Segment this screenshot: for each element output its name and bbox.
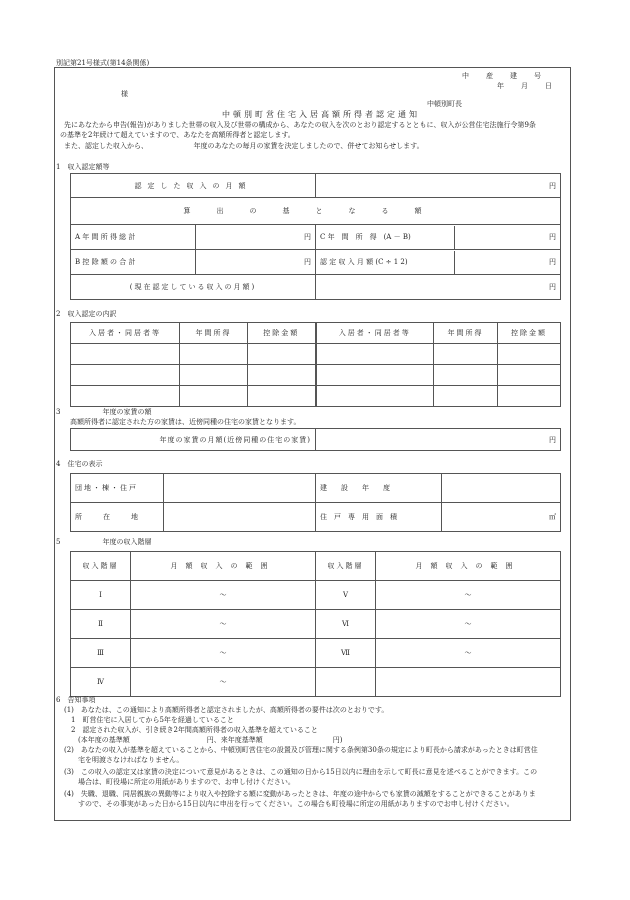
level-header-right: 収入階層 [316, 552, 376, 581]
rent-label: 年度の家賃の月額(近傍同種の住宅の家賃) [71, 429, 316, 451]
monthly-income-value[interactable]: 円 [316, 174, 561, 198]
rent-value[interactable]: 円 [316, 429, 561, 451]
table-cell[interactable] [434, 365, 498, 386]
table-cell[interactable] [316, 365, 434, 386]
issuer-mayor: 中頓別町長 [427, 100, 462, 108]
location-value[interactable] [164, 503, 316, 532]
intro-line-2: の基準を2年続けて超えていますので、あなたを高額所得者と認定します。 [60, 131, 295, 139]
table-cell[interactable] [71, 365, 180, 386]
annual-income-c-cell [316, 225, 561, 250]
table-cell[interactable] [180, 344, 248, 365]
table-row [71, 639, 561, 668]
level-header-left: 収入階層 [71, 552, 131, 581]
level-8 [316, 668, 376, 697]
table-cell[interactable] [71, 344, 180, 365]
current-income-label: (現在認定している収入の月額) [71, 275, 316, 300]
section-3-note: 高額所得者に認定された方の家賃は、近傍同種の住宅の家賃となります。 [70, 418, 301, 426]
breakdown-header-resident-2: 入居者・同居者等 [316, 323, 434, 344]
certified-monthly-cell [316, 250, 561, 275]
basis-header: 算出の基となる額 [71, 198, 561, 225]
breakdown-header-income-2: 年間所得 [434, 323, 498, 344]
range-2[interactable]: ～ [131, 610, 316, 639]
form-reference: 別記第21号様式(第14条関係) [56, 59, 150, 67]
table-row [71, 386, 561, 407]
table-row [71, 581, 561, 610]
certified-monthly-value[interactable]: 円 [549, 258, 556, 266]
level-2: Ⅱ [71, 610, 131, 639]
range-5[interactable]: ～ [376, 581, 561, 610]
level-3: Ⅲ [71, 639, 131, 668]
notice-line: 宅を明渡さなければなりません。 [64, 756, 184, 764]
section-3-heading: 3 年度の家賃の額 [56, 408, 152, 416]
table-cell[interactable] [248, 344, 316, 365]
level-5: Ⅴ [316, 581, 376, 610]
section-1-heading: 1 収入認定額等 [56, 163, 110, 171]
document-date: 年 月 日 [497, 82, 553, 90]
monthly-income-label: 認定した収入の月額 [71, 174, 316, 198]
location-label: 所 在 地 [71, 503, 164, 532]
income-certification-table [70, 173, 561, 300]
table-cell[interactable] [498, 386, 561, 407]
level-1: Ⅰ [71, 581, 131, 610]
notice-line: (本年度の基準額 円、来年度基準額 円) [64, 736, 343, 744]
deduction-total-label: B 控 除 額 の 合 計 [71, 250, 196, 275]
table-cell[interactable] [316, 386, 434, 407]
current-income-value[interactable]: 円 [316, 275, 561, 300]
notice-line: (1) あなたは、この通知により高額所得者と認定されましたが、高額所得者の要件は次のとおりです。 [64, 706, 389, 714]
annual-income-c-value[interactable]: 円 [549, 233, 556, 241]
section-4-heading: 4 住宅の表示 [56, 460, 103, 468]
table-row [71, 365, 561, 386]
annual-income-c-label: C 年 間 所 得 (A － B) [316, 226, 454, 249]
deduction-total-value[interactable]: 円 [196, 250, 316, 275]
income-breakdown-table [70, 322, 561, 407]
housing-table [70, 473, 561, 532]
construction-year-value[interactable] [442, 474, 561, 503]
notice-line: 1 町営住宅に入居してから5年を経過していること [64, 716, 234, 724]
certified-monthly-label: 認 定 収 入 月 額 (C ÷ 1 2) [316, 251, 454, 274]
range-header-left: 月額収入の範囲 [131, 552, 316, 581]
level-4: Ⅳ [71, 668, 131, 697]
table-cell[interactable] [434, 344, 498, 365]
document-number: 中 産 建 号 [462, 72, 542, 80]
table-cell[interactable] [434, 386, 498, 407]
addressee: 様 [121, 90, 128, 98]
annual-income-yen: 円 [304, 233, 311, 241]
notice-line: 2 認定された収入が、引き続き2年間高額所得者の収入基準を超えていること [64, 726, 318, 734]
construction-year-label: 建 設 年 度 [316, 474, 442, 503]
range-1[interactable]: ～ [131, 581, 316, 610]
notice-line: (4) 失職、退職、同居親族の異動等により収入や控除する額に変動があったときは、年度の途中からでも家賃の減額をすることができることがありま [64, 790, 536, 798]
floor-area-label: 住 戸 専 用 面 積 [316, 503, 442, 532]
floor-area-value[interactable]: ㎡ [442, 503, 561, 532]
table-cell[interactable] [248, 365, 316, 386]
table-cell[interactable] [180, 365, 248, 386]
table-cell[interactable] [316, 344, 434, 365]
intro-line-3: また、認定した収入から、 年度のあなたの毎月の家賃を決定しましたので、併せてお知らせします。 [64, 142, 424, 150]
notice-line: (2) あなたの収入が基準を超えていることから、中頓別町営住宅の設置及び管理に関する条例第30条の規定により町長から請求があったときは町営住 [64, 746, 538, 754]
breakdown-header-deduction: 控除金額 [248, 323, 316, 344]
range-header-right: 月額収入の範囲 [376, 552, 561, 581]
range-8[interactable] [376, 668, 561, 697]
table-cell[interactable] [498, 365, 561, 386]
table-row [71, 610, 561, 639]
range-7[interactable]: ～ [376, 639, 561, 668]
annual-income-total-label: A 年 間 所 得 総 計 [71, 225, 196, 250]
notice-line: 場合は、町役場に所定の用紙がありますので、お申し付けください。 [64, 778, 295, 786]
table-row [71, 668, 561, 697]
table-cell[interactable] [248, 386, 316, 407]
table-row [71, 344, 561, 365]
rent-table [70, 428, 561, 451]
notice-line: すので、その事実があった日から15日以内に申出を行ってください。この場合も町役場に所定の用紙がありますのでお申し付けください。 [64, 800, 514, 808]
intro-line-1: 先にあなたから申告(報告)がありました世帯の収入及び世帯の構成から、あなたの収入を次のとおり認定するとともに、収入が公営住宅法施行令第9条 [64, 121, 536, 129]
document-title: 中頓別町営住宅入居高額所得者認定通知 [222, 110, 420, 119]
breakdown-header-income: 年間所得 [180, 323, 248, 344]
breakdown-header-deduction-2: 控除金額 [498, 323, 561, 344]
breakdown-header-resident: 入居者・同居者等 [71, 323, 180, 344]
level-6: Ⅵ [316, 610, 376, 639]
danchi-value[interactable] [164, 474, 316, 503]
range-3[interactable]: ～ [131, 639, 316, 668]
danchi-label: 団地・棟・住戸 [71, 474, 164, 503]
section-6-heading: 6 告知事項 [56, 696, 96, 704]
annual-income-total-value[interactable] [196, 225, 316, 250]
section-2-heading: 2 収入認定の内訳 [56, 310, 117, 318]
level-7: Ⅶ [316, 639, 376, 668]
table-cell[interactable] [180, 386, 248, 407]
table-cell[interactable] [498, 344, 561, 365]
range-4[interactable]: ～ [131, 668, 316, 697]
table-cell[interactable] [71, 386, 180, 407]
range-6[interactable]: ～ [376, 610, 561, 639]
section-5-heading: 5 年度の収入階層 [56, 538, 152, 546]
notice-line: (3) この収入の認定又は家賃の決定について意見があるときは、この通知の日から15日以内に理由を示して町長に意見を述べることができます。この [64, 768, 538, 776]
income-level-table [70, 551, 561, 697]
